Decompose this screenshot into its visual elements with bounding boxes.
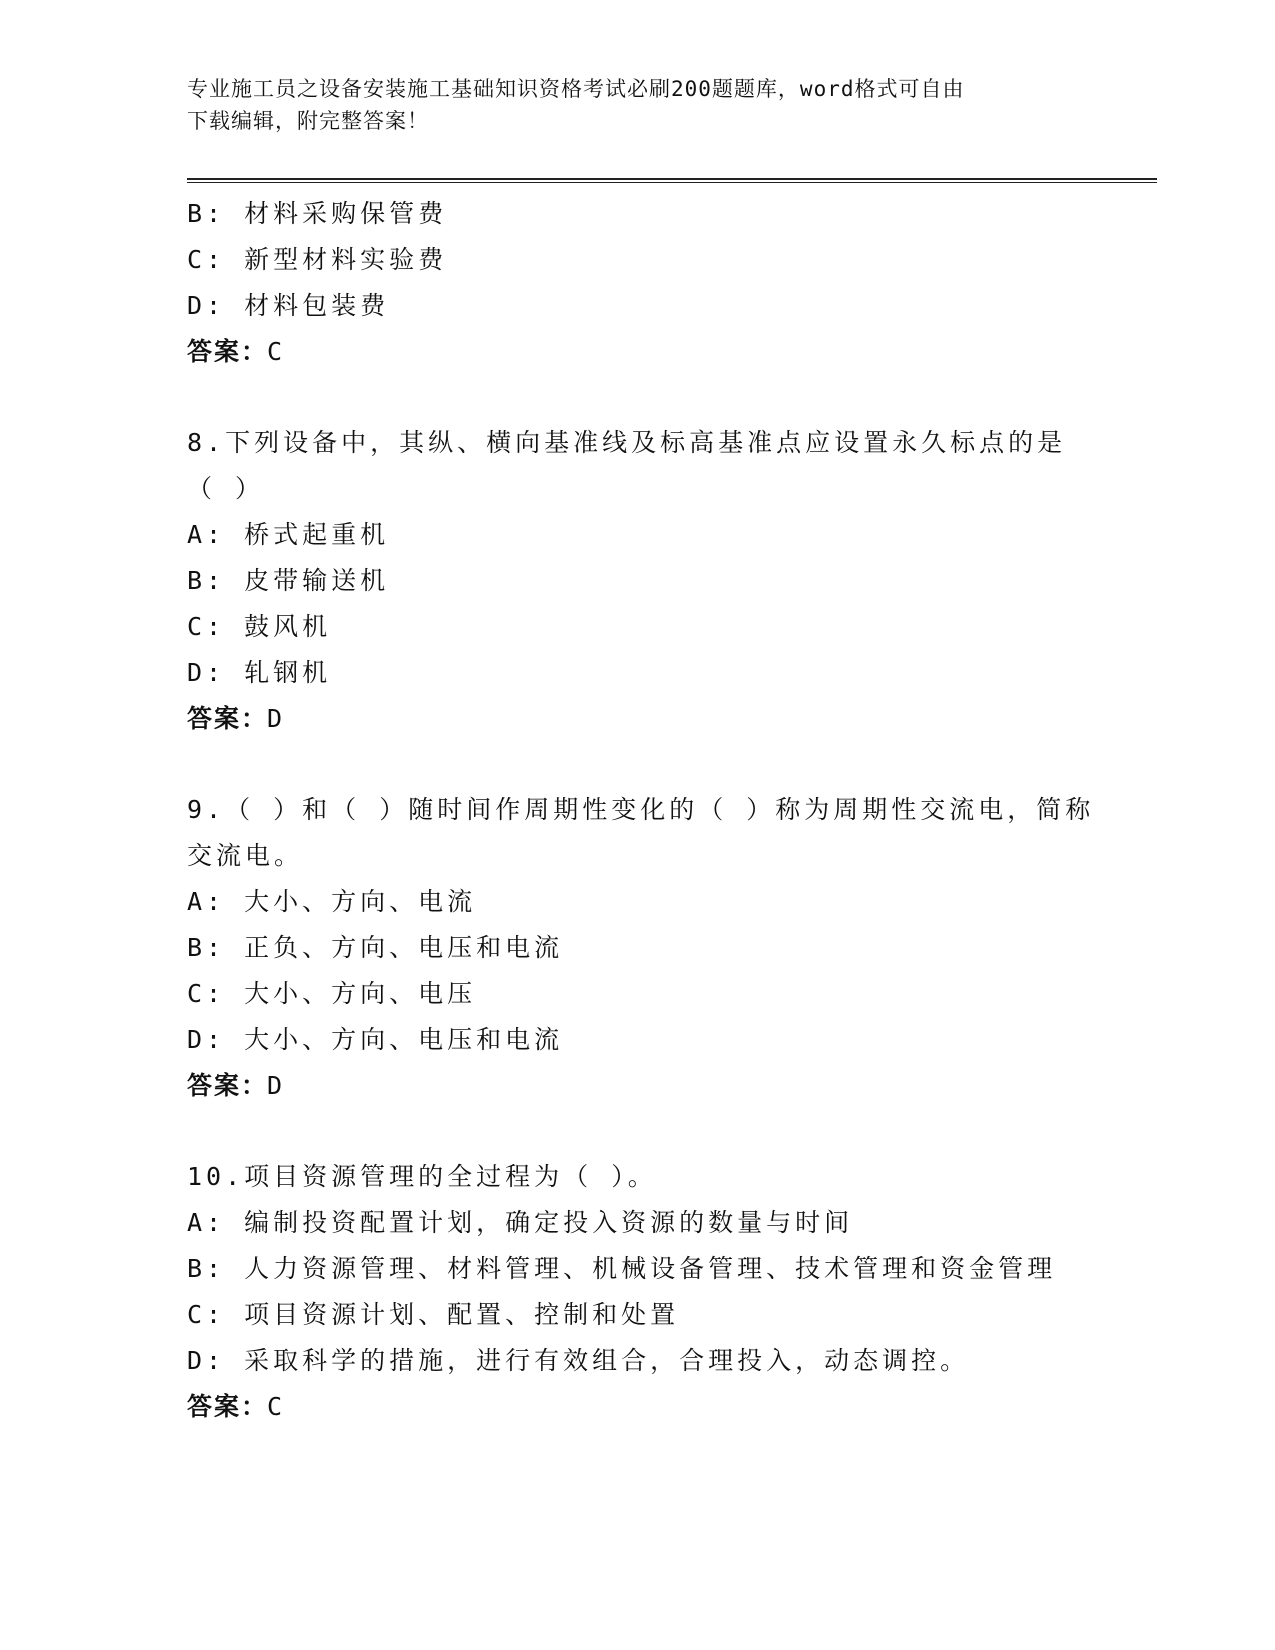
option-a: A: 编制投资配置计划，确定投入资源的数量与时间 (187, 1208, 854, 1237)
option-d: D: 大小、方向、电压和电流 (187, 1025, 564, 1054)
answer-value: C (267, 337, 284, 366)
question-stem: 10.项目资源管理的全过程为（ ）。 (187, 1162, 657, 1191)
option-b: B: 材料采购保管费 (187, 199, 448, 228)
question-7 (187, 191, 1157, 375)
option-b: B: 正负、方向、电压和电流 (187, 933, 564, 962)
document-header (187, 73, 1067, 137)
option-d: D: 轧钢机 (187, 658, 332, 687)
option-c: C: 新型材料实验费 (187, 245, 448, 274)
header-line-1: 专业施工员之设备安装施工基础知识资格考试必刷200题题库，word格式可自由 (187, 77, 965, 101)
option-c: C: 鼓风机 (187, 612, 332, 641)
option-a: A: 大小、方向、电流 (187, 887, 477, 916)
question-10 (187, 1154, 1157, 1430)
header-line-2: 下载编辑，附完整答案！ (187, 109, 429, 133)
question-9 (187, 787, 1157, 1109)
option-c: C: 大小、方向、电压 (187, 979, 477, 1008)
answer-line: 答案：C (187, 337, 284, 366)
answer-value: D (267, 1071, 284, 1100)
answer-value: C (267, 1392, 284, 1421)
question-stem: 9.（ ）和（ ）随时间作周期性变化的（ ）称为周期性交流电，简称 (187, 795, 1095, 824)
option-b: B: 人力资源管理、材料管理、机械设备管理、技术管理和资金管理 (187, 1254, 1057, 1283)
option-b: B: 皮带输送机 (187, 566, 390, 595)
question-stem-continued: 交流电。 (187, 841, 304, 870)
option-c: C: 项目资源计划、配置、控制和处置 (187, 1300, 680, 1329)
question-stem: 8.下列设备中，其纵、横向基准线及标高基准点应设置永久标点的是 (187, 428, 1067, 457)
question-stem-continued: （ ） (187, 474, 265, 503)
question-content (187, 191, 1157, 1430)
header-divider (187, 178, 1157, 183)
answer-line: 答案：D (187, 1071, 284, 1100)
option-a: A: 桥式起重机 (187, 520, 390, 549)
answer-line: 答案：D (187, 704, 284, 733)
answer-value: D (267, 704, 284, 733)
answer-line: 答案：C (187, 1392, 284, 1421)
question-8 (187, 420, 1157, 742)
option-d: D: 采取科学的措施，进行有效组合，合理投入，动态调控。 (187, 1346, 970, 1375)
option-d: D: 材料包装费 (187, 291, 390, 320)
